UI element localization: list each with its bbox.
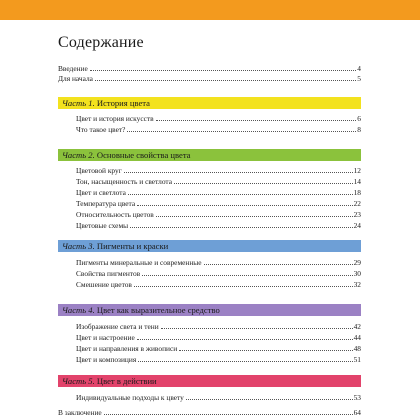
part-title: История цвета bbox=[96, 98, 150, 108]
toc-entry-label: Температура цвета bbox=[76, 199, 136, 208]
toc-entry[interactable] bbox=[76, 344, 361, 353]
toc-entry-label: Цветовые схемы bbox=[76, 221, 129, 230]
part-number: Часть 4. bbox=[62, 305, 95, 315]
toc-entry-label: Изображение света и тени bbox=[76, 322, 159, 331]
toc-entry[interactable] bbox=[76, 269, 361, 278]
part-2-header[interactable] bbox=[58, 149, 361, 161]
toc-entry-page: 22 bbox=[353, 199, 361, 208]
toc-entry[interactable] bbox=[76, 280, 361, 289]
toc-entry-page: 12 bbox=[353, 166, 361, 175]
leader-dots bbox=[186, 399, 353, 400]
leader-dots bbox=[161, 328, 353, 329]
toc-entry-label: Индивидуальные подходы к цвету bbox=[76, 393, 184, 402]
leader-dots bbox=[104, 414, 353, 415]
toc-entry-page: 53 bbox=[353, 393, 361, 402]
toc-entry-getting-started[interactable] bbox=[58, 74, 361, 83]
toc-entry-page: 14 bbox=[353, 177, 361, 186]
toc-entry-label: Для начала bbox=[58, 74, 93, 83]
toc-entry-page: 32 bbox=[353, 280, 361, 289]
toc-entry-label: Введение bbox=[58, 64, 88, 73]
toc-entry-label: Свойства пигментов bbox=[76, 269, 141, 278]
toc-entry-page: 29 bbox=[353, 258, 361, 267]
toc-entry-page: 51 bbox=[353, 355, 361, 364]
toc-entry-label: Цвет и история искусств bbox=[76, 114, 154, 123]
leader-dots bbox=[142, 275, 352, 276]
part-title: Цвет как выразительное средство bbox=[96, 305, 220, 315]
toc-entry-page: 8 bbox=[357, 125, 361, 134]
leader-dots bbox=[130, 227, 353, 228]
leader-dots bbox=[95, 80, 356, 81]
part-number: Часть 3. bbox=[62, 241, 95, 251]
leader-dots bbox=[137, 205, 352, 206]
part-title: Цвет в действии bbox=[96, 376, 157, 386]
toc-entry-page: 23 bbox=[353, 210, 361, 219]
toc-entry[interactable] bbox=[76, 221, 361, 230]
toc-entry[interactable] bbox=[76, 199, 361, 208]
toc-entry-page: 4 bbox=[357, 64, 361, 73]
toc-entry-page: 42 bbox=[353, 322, 361, 331]
toc-entry[interactable] bbox=[76, 177, 361, 186]
toc-entry[interactable] bbox=[76, 393, 361, 402]
toc-entry[interactable] bbox=[76, 355, 361, 364]
leader-dots bbox=[156, 216, 353, 217]
toc-entry-label: Смешение цветов bbox=[76, 280, 132, 289]
toc-entry-introduction[interactable] bbox=[58, 64, 361, 73]
toc-entry-page: 48 bbox=[353, 344, 361, 353]
leader-dots bbox=[156, 120, 357, 121]
leader-dots bbox=[174, 183, 353, 184]
toc-entry[interactable] bbox=[76, 114, 361, 123]
part-5-header[interactable] bbox=[58, 375, 361, 387]
toc-entry-page: 64 bbox=[353, 408, 361, 417]
toc-entry-page: 24 bbox=[353, 221, 361, 230]
toc-entry-label: Цвет и направления в живописи bbox=[76, 344, 178, 353]
toc-entry[interactable] bbox=[76, 188, 361, 197]
toc-entry[interactable] bbox=[76, 210, 361, 219]
toc-entry-label: Цвет и настроение bbox=[76, 333, 135, 342]
leader-dots bbox=[137, 339, 353, 340]
leader-dots bbox=[128, 194, 353, 195]
toc-entry-page: 30 bbox=[353, 269, 361, 278]
leader-dots bbox=[124, 172, 353, 173]
leader-dots bbox=[138, 361, 352, 362]
part-4-header[interactable] bbox=[58, 304, 361, 316]
part-number: Часть 5. bbox=[62, 376, 95, 386]
toc-entry-label: Цвет и композиция bbox=[76, 355, 137, 364]
toc-entry-page: 44 bbox=[353, 333, 361, 342]
part-number: Часть 1. bbox=[62, 98, 95, 108]
toc-entry-page: 6 bbox=[357, 114, 361, 123]
toc-entry[interactable] bbox=[76, 166, 361, 175]
leader-dots bbox=[134, 286, 353, 287]
toc-entry[interactable] bbox=[76, 333, 361, 342]
toc-entry-page: 18 bbox=[353, 188, 361, 197]
page-title: Содержание bbox=[58, 34, 144, 51]
toc-entry-label: Цветовой круг bbox=[76, 166, 122, 175]
part-title: Пигменты и краски bbox=[96, 241, 169, 251]
toc-entry-page: 5 bbox=[357, 74, 361, 83]
leader-dots bbox=[179, 350, 352, 351]
part-title: Основные свойства цвета bbox=[96, 150, 191, 160]
toc-entry-label: В заключение bbox=[58, 408, 102, 417]
toc-entry-label: Цвет и светлота bbox=[76, 188, 126, 197]
toc-entry-label: Пигменты минеральные и современные bbox=[76, 258, 202, 267]
toc-entry[interactable] bbox=[76, 258, 361, 267]
toc-entry-label: Тон, насыщенность и светлота bbox=[76, 177, 173, 186]
toc-entry-label: Что такое цвет? bbox=[76, 125, 126, 134]
part-number: Часть 2. bbox=[62, 150, 95, 160]
leader-dots bbox=[127, 131, 356, 132]
toc-entry[interactable] bbox=[76, 125, 361, 134]
leader-dots bbox=[90, 70, 357, 71]
toc-entry-label: Относительность цветов bbox=[76, 210, 154, 219]
toc-entry-conclusion[interactable] bbox=[58, 408, 361, 417]
part-1-header[interactable] bbox=[58, 97, 361, 109]
part-3-header[interactable] bbox=[58, 240, 361, 252]
leader-dots bbox=[204, 264, 353, 265]
top-color-bar bbox=[0, 0, 420, 20]
toc-entry[interactable] bbox=[76, 322, 361, 331]
